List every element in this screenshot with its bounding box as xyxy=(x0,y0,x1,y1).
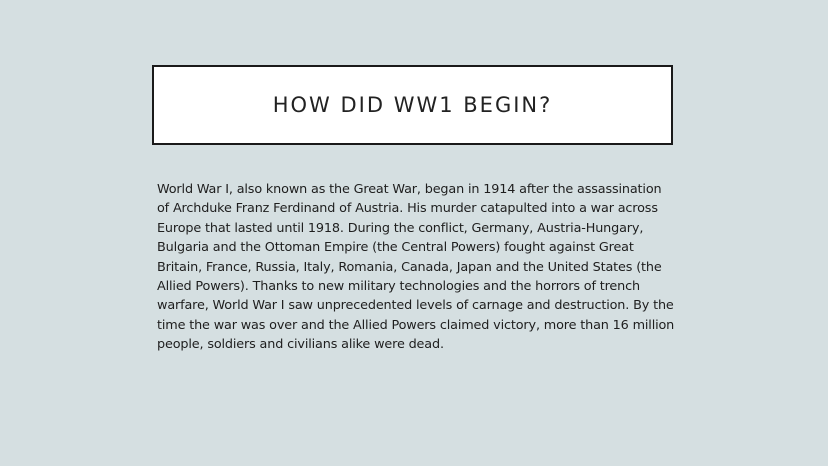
slide-title: HOW DID WW1 BEGIN? xyxy=(272,93,553,117)
title-box xyxy=(152,65,673,145)
slide-body-text: World War I, also known as the Great War, began in 1914 after the assassination of Archduke Franz Ferdinand of Austria. His murder catapulted into a war across Europe that lasted until 1918. During the conflict, Germany, Austria-Hungary, Bulgaria and the Ottoman Empire (the Central Powers) fought against Great Britain, France, Russia, Italy, Romania, Canada, Japan and the United States (the Allied Powers). Thanks to new military technologies and the horrors of trench warfare, World War I saw unprecedented levels of carnage and destruction. By the time the war was over and the Allied Powers claimed victory, more than 16 million people, soldiers and civilians alike were dead. xyxy=(157,182,675,353)
